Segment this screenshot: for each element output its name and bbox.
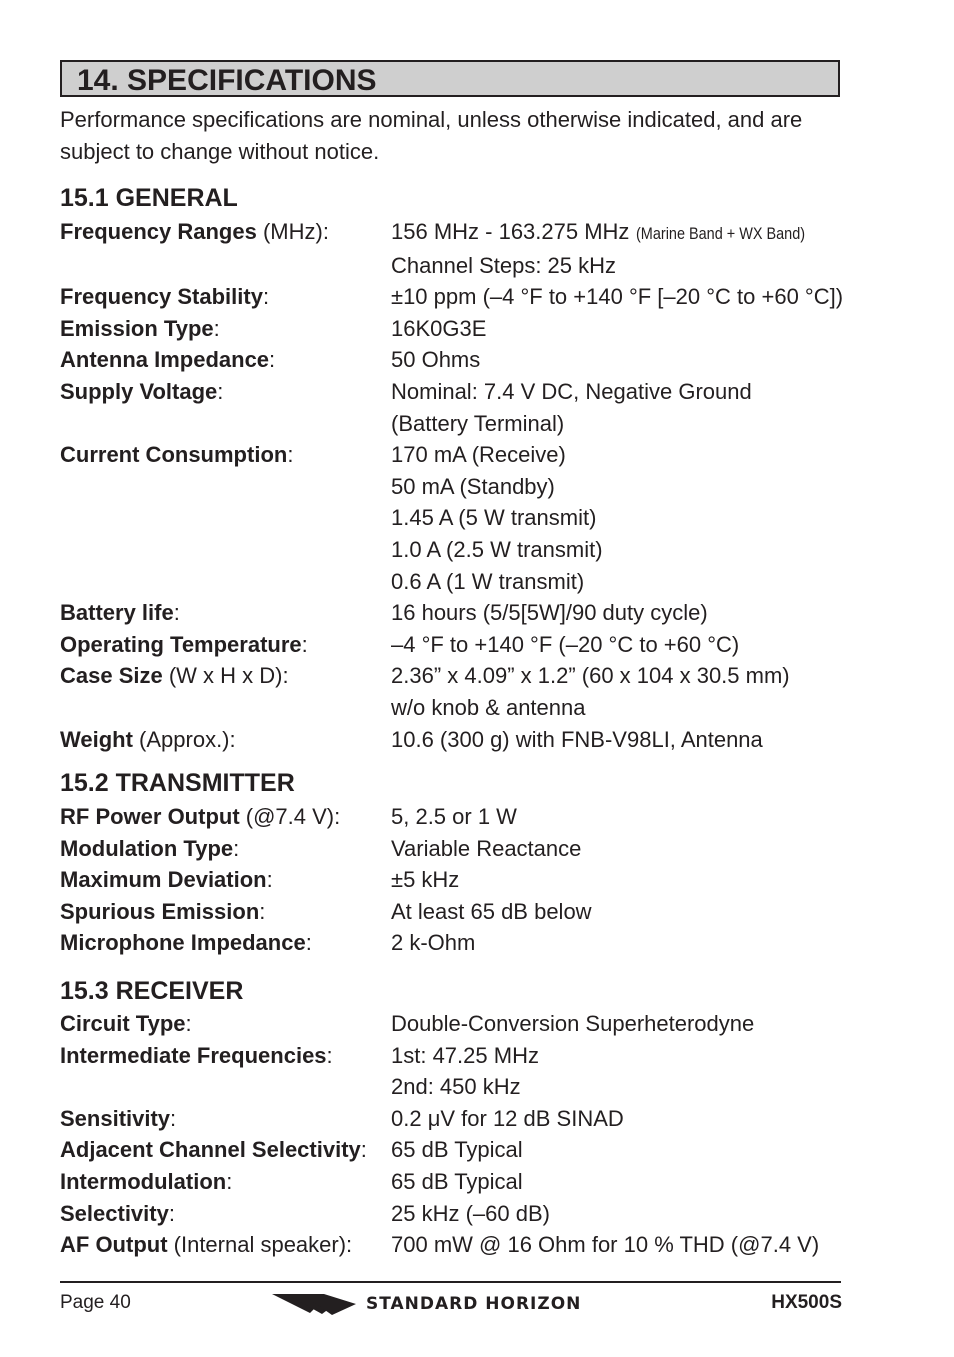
spec-values: [391, 597, 860, 629]
spec-value-line: [391, 692, 860, 724]
spec-row: [60, 439, 860, 597]
spec-label-name: Frequency Ranges: [60, 219, 257, 244]
spec-label-suffix: :: [233, 835, 240, 861]
spec-row: [60, 216, 860, 281]
spec-label-suffix: :: [266, 867, 273, 893]
spec-value-line: [391, 1198, 860, 1230]
brand-name: STANDARD HORIZON: [366, 1294, 582, 1314]
spec-row: [60, 896, 860, 928]
spec-value: 1.45 A (5 W transmit): [391, 505, 597, 531]
spec-row: [60, 833, 860, 865]
spec-label: [60, 1008, 391, 1040]
spec-value: 25 kHz (–60 dB): [391, 1200, 550, 1226]
spec-value-note: (Marine Band + WX Band): [635, 224, 805, 243]
spec-label: [60, 1166, 391, 1198]
spec-value-line: [391, 439, 860, 471]
spec-value: 2nd: 450 kHz: [391, 1074, 521, 1100]
spec-list-transmitter: [60, 801, 860, 959]
spec-row: [60, 1166, 860, 1198]
spec-label: [60, 1134, 391, 1166]
spec-label-suffix: :: [269, 347, 276, 373]
spec-label-name: Selectivity: [60, 1200, 169, 1226]
spec-value: (Battery Terminal): [391, 410, 565, 436]
spec-row: [60, 344, 860, 376]
spec-value-line: [391, 1040, 860, 1072]
spec-row: [60, 281, 860, 313]
spec-label-name: Intermodulation: [60, 1168, 227, 1194]
spec-value-line: [391, 896, 860, 928]
spec-values: [391, 439, 860, 597]
spec-value-line: [391, 660, 860, 692]
spec-label: [60, 376, 391, 439]
spec-label-suffix: :: [226, 1168, 233, 1194]
section-title-box: [60, 60, 840, 97]
spec-value: 16 hours (5/5[5W]/90 duty cycle): [391, 600, 708, 626]
spec-label-name: Frequency Stability: [60, 284, 263, 310]
spec-value: 0.2 μV for 12 dB SINAD: [391, 1105, 624, 1131]
spec-value-line: [391, 216, 860, 250]
spec-values: [391, 1166, 860, 1198]
spec-label-suffix: :: [185, 1011, 192, 1036]
spec-value-line: [391, 502, 860, 534]
spec-values: [391, 629, 860, 661]
spec-label-suffix: :: [173, 600, 180, 626]
spec-label-name: Current Consumption: [60, 442, 288, 468]
spec-value-line: [391, 1229, 860, 1261]
heading-transmitter: 15.2 TRANSMITTER: [60, 769, 295, 797]
spec-value-line: [391, 801, 860, 833]
spec-row: [60, 724, 860, 756]
spec-label-name: Antenna Impedance: [60, 347, 270, 373]
spec-value-line: [391, 1071, 860, 1103]
spec-label: [60, 439, 391, 597]
spec-label: [60, 864, 391, 896]
spec-values: [391, 1229, 860, 1261]
spec-label-suffix: :: [326, 1042, 333, 1068]
spec-label-name: Intermediate Frequencies: [60, 1042, 327, 1068]
spec-value-line: [391, 281, 860, 313]
spec-values: [391, 833, 860, 865]
spec-value-line: [391, 597, 860, 629]
spec-label-suffix: :: [259, 898, 266, 924]
spec-value-line: [391, 344, 860, 376]
spec-row: [60, 927, 860, 959]
spec-value: w/o knob & antenna: [391, 694, 586, 720]
spec-label: [60, 597, 391, 629]
spec-label-name: Supply Voltage: [60, 378, 218, 404]
spec-values: [391, 1198, 860, 1230]
spec-label-name: Spurious Emission: [60, 898, 260, 924]
spec-value: Nominal: 7.4 V DC, Negative Ground: [391, 378, 752, 404]
spec-value: 50 Ohms: [391, 347, 481, 373]
spec-value: Variable Reactance: [391, 835, 582, 861]
spec-row: [60, 801, 860, 833]
spec-label: [60, 896, 391, 928]
spec-label-name: Adjacent Channel Selectivity: [60, 1137, 361, 1163]
spec-label: [60, 629, 391, 661]
spec-value: 65 dB Typical: [391, 1168, 523, 1194]
spec-row: [60, 1134, 860, 1166]
spec-label-name: Modulation Type: [60, 835, 234, 861]
spec-label: [60, 1040, 391, 1103]
spec-values: [391, 864, 860, 896]
spec-values: [391, 1008, 860, 1040]
spec-value: At least 65 dB below: [391, 898, 592, 924]
spec-row: [60, 1008, 860, 1040]
spec-value-line: [391, 408, 860, 440]
spec-value-line: [391, 927, 860, 959]
spec-label: [60, 660, 391, 723]
spec-value: 65 dB Typical: [391, 1137, 523, 1163]
spec-values: [391, 376, 860, 439]
spec-label-suffix: :: [301, 631, 308, 657]
spec-value: ±5 kHz: [391, 867, 460, 893]
spec-value-line: [391, 534, 860, 566]
spec-value-line: [391, 629, 860, 661]
spec-list-receiver: [60, 1008, 860, 1261]
spec-row: [60, 1040, 860, 1103]
spec-label-suffix: :: [262, 284, 270, 310]
spec-label-suffix: (Approx.):: [132, 726, 236, 752]
spec-label-suffix: (MHz):: [256, 219, 329, 244]
spec-label-name: Case Size: [60, 663, 163, 689]
spec-label-suffix: :: [213, 315, 220, 341]
spec-values: [391, 1134, 860, 1166]
spec-values: [391, 344, 860, 376]
spec-label: [60, 344, 391, 376]
spec-values: [391, 1040, 860, 1103]
spec-value-line: [391, 313, 860, 345]
model-number: HX500S: [771, 1292, 842, 1313]
spec-label: [60, 833, 391, 865]
spec-label: [60, 1103, 391, 1135]
spec-label: [60, 1198, 391, 1230]
spec-value: 156 MHz - 163.275 MHz: [391, 219, 630, 244]
spec-value: 0.6 A (1 W transmit): [391, 568, 585, 594]
spec-row: [60, 1198, 860, 1230]
spec-value: 5, 2.5 or 1 W: [391, 804, 517, 829]
spec-value: Double-Conversion Superheterodyne: [391, 1011, 755, 1036]
spec-values: [391, 216, 860, 281]
spec-values: [391, 660, 860, 723]
spec-label-name: RF Power Output: [60, 804, 240, 829]
spec-value-line: [391, 376, 860, 408]
spec-value: 10.6 (300 g) with FNB-V98LI, Antenna: [391, 726, 763, 752]
brand-logo: [272, 1290, 581, 1318]
heading-general: 15.1 GENERAL: [60, 184, 238, 212]
spec-label-name: AF Output: [60, 1232, 168, 1258]
spec-value-line: [391, 1008, 860, 1040]
spec-values: [391, 1103, 860, 1135]
spec-label-name: Maximum Deviation: [60, 867, 267, 893]
spec-value-line: [391, 1103, 860, 1135]
spec-label-suffix: :: [217, 378, 224, 404]
spec-label-suffix: :: [168, 1200, 175, 1226]
spec-row: [60, 1103, 860, 1135]
spec-value: 1st: 47.25 MHz: [391, 1042, 539, 1068]
spec-label-suffix: :: [170, 1105, 177, 1131]
spec-row: [60, 1229, 860, 1261]
spec-label-suffix: (@7.4 V):: [239, 804, 341, 829]
spec-row: [60, 313, 860, 345]
spec-value-line: [391, 566, 860, 598]
spec-value: 2 k-Ohm: [391, 930, 476, 956]
spec-label-name: Sensitivity: [60, 1105, 171, 1131]
spec-value: 1.0 A (2.5 W transmit): [391, 536, 603, 562]
spec-label-suffix: :: [287, 442, 294, 468]
spec-label-name: Emission Type: [60, 315, 214, 341]
spec-label-suffix: :: [360, 1137, 367, 1163]
spec-label-suffix: :: [305, 930, 312, 956]
intro-paragraph: Performance specifications are nominal, unless otherwise indicated, and are subject to change without notice.: [60, 107, 803, 164]
spec-value: 700 mW @ 16 Ohm for 10 % THD (@7.4 V): [391, 1232, 820, 1258]
spec-row: [60, 597, 860, 629]
spec-label-name: Weight: [60, 726, 133, 752]
spec-values: [391, 313, 860, 345]
spec-value: 170 mA (Receive): [391, 442, 566, 468]
spec-value-line: [391, 1134, 860, 1166]
spec-label: [60, 281, 391, 313]
spec-label: [60, 1229, 391, 1261]
spec-label: [60, 313, 391, 345]
spec-value-line: [391, 250, 860, 282]
spec-value: 16K0G3E: [391, 315, 487, 341]
spec-label: [60, 927, 391, 959]
spec-values: [391, 801, 860, 833]
spec-label: [60, 216, 391, 281]
page-number: Page 40: [60, 1292, 131, 1313]
spec-value-line: [391, 833, 860, 865]
spec-value: –4 °F to +140 °F (–20 °C to +60 °C): [391, 631, 740, 657]
spec-row: [60, 376, 860, 439]
spec-value-line: [391, 724, 860, 756]
standard-horizon-logo-icon: [272, 1291, 358, 1317]
footer-divider: [60, 1281, 841, 1283]
spec-values: [391, 927, 860, 959]
spec-row: [60, 660, 860, 723]
spec-value: ±10 ppm (–4 °F to +140 °F [–20 °C to +60 °C]): [391, 284, 844, 310]
spec-value: Channel Steps: 25 kHz: [391, 252, 617, 278]
spec-value-line: [391, 864, 860, 896]
spec-values: [391, 281, 860, 313]
spec-row: [60, 864, 860, 896]
spec-values: [391, 724, 860, 756]
spec-row: [60, 629, 860, 661]
spec-label-suffix: (W x H x D):: [162, 663, 289, 689]
page-title: 14. SPECIFICATIONS: [77, 64, 377, 97]
spec-label: [60, 724, 391, 756]
spec-label-name: Operating Temperature: [60, 631, 302, 657]
spec-value: 2.36” x 4.09” x 1.2” (60 x 104 x 30.5 mm): [391, 663, 790, 689]
spec-label-name: Circuit Type: [60, 1011, 186, 1036]
spec-label-suffix: (Internal speaker):: [167, 1232, 353, 1258]
spec-value-line: [391, 1166, 860, 1198]
heading-receiver: 15.3 RECEIVER: [60, 977, 244, 1005]
spec-value: 50 mA (Standby): [391, 473, 555, 499]
spec-list-general: [60, 216, 860, 755]
spec-value-line: [391, 471, 860, 503]
spec-label-name: Battery life: [60, 600, 174, 626]
spec-values: [391, 896, 860, 928]
spec-label-name: Microphone Impedance: [60, 930, 306, 956]
spec-label: [60, 801, 391, 833]
